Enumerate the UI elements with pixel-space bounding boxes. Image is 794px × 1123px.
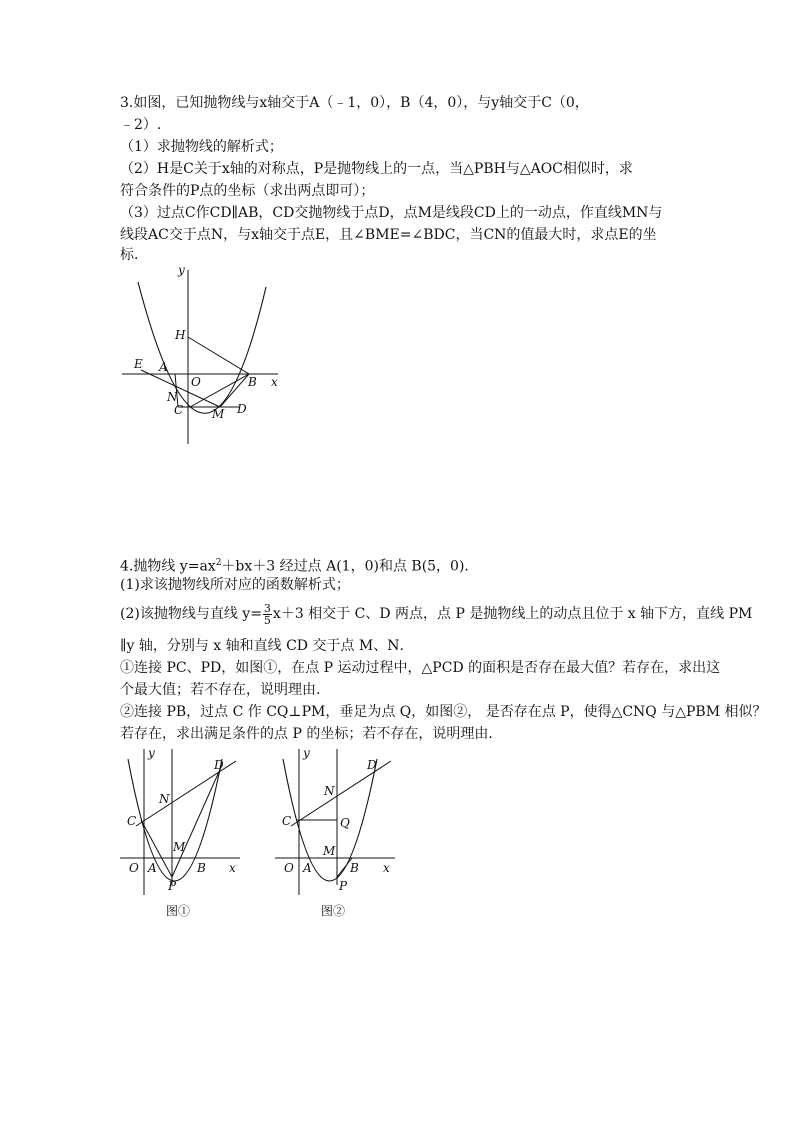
p4-figure-1 [118, 745, 248, 925]
label-b: B [248, 375, 257, 389]
label-h: H [175, 328, 186, 342]
p3-line-5: 符合条件的P点的坐标（求出两点即可）； [120, 183, 375, 199]
fig1-label-y: y [148, 746, 155, 760]
fig2-label-b: B [350, 861, 359, 875]
fraction-numerator: 3 [263, 601, 271, 615]
fig1-label-b: B [197, 861, 206, 875]
p3-line-4: （2）H是C关于x轴的对称点，P是抛物线上的一点，当△PBH与△AOC相似时，求 [120, 161, 633, 177]
p3-line-2: ﹣2）. [120, 117, 162, 133]
fraction-denominator: 5 [263, 613, 271, 627]
p4-line-3-b: x＋3 相交于 C、D 两点，点 P 是抛物线上的动点且位于 x 轴下方，直线 PM [272, 606, 753, 622]
p4-exponent: 2 [215, 558, 222, 568]
fig2-label-d: D [367, 758, 377, 772]
fig1-label-m: M [173, 840, 186, 854]
fig1-caption: 图① [166, 904, 191, 918]
fig1-label-o: O [129, 861, 139, 875]
fraction-3-5 [263, 603, 272, 626]
fig2-label-m: M [323, 844, 336, 858]
p4-line-3 [120, 601, 752, 627]
fig1-label-a: A [148, 861, 157, 875]
fig2-label-q: Q [340, 816, 350, 830]
p3-line-6: （3）过点C作CD∥AB，CD交抛物线于点D，点M是线段CD上的一动点，作直线MN与 [120, 205, 663, 221]
p3-line-8: 标． [120, 247, 148, 263]
label-n: N [167, 390, 178, 404]
line-e-m [141, 370, 220, 407]
fig2-label-o: O [284, 861, 294, 875]
fig2-label-c: C [282, 814, 292, 828]
p4-line-3-a: (2)该抛物线与直线 y= [120, 606, 262, 622]
fig2-label-n: N [324, 784, 335, 798]
p4-line-5: ①连接 PC、PD，如图①，在点 P 运动过程中，△PCD 的面积是否存在最大值？若存在，求出这 [120, 660, 721, 676]
label-d: D [237, 402, 247, 416]
label-x: x [271, 375, 278, 389]
p4-line-4: ∥y 轴，分别与 x 轴和直线 CD 交于点 M、N． [120, 638, 414, 654]
p4-line-7: ②连接 PB，过点 C 作 CQ⊥PM，垂足为点 Q，如图②， 是否存在点 P，使得△CNQ 与△PBM 相似？ [120, 704, 767, 720]
label-o: O [191, 375, 201, 389]
fig1-label-d: D [214, 758, 224, 772]
fig2-label-p: P [339, 879, 348, 893]
fig1-label-c: C [127, 814, 137, 828]
p4-figure-2 [273, 745, 403, 925]
label-y: y [178, 263, 185, 277]
fig2-label-x: x [383, 861, 390, 875]
p4-line-1 [120, 553, 478, 577]
label-c: C [174, 403, 184, 417]
p4-line-6: 个最大值；若不存在，说明理由． [120, 682, 330, 698]
fig2-label-y: y [303, 746, 310, 760]
label-a: A [159, 360, 168, 374]
fig2-caption: 图② [321, 904, 346, 918]
p4-line-1-b: ＋bx＋3 经过点 A(1，0)和点 B(5，0)． [221, 558, 479, 575]
fig1-label-p: P [168, 879, 177, 893]
label-m: M [212, 407, 225, 421]
label-e: E [134, 357, 143, 371]
p4-line-1-a: 4.抛物线 y=ax [120, 558, 216, 575]
fig1-parabola [128, 759, 222, 881]
p4-line-8: 若存在，求出满足条件的点 P 的坐标；若不存在，说明理由． [120, 726, 503, 742]
p3-line-3: （1）求抛物线的解析式； [120, 139, 283, 155]
fig2-label-a: A [303, 861, 312, 875]
p3-figure [118, 262, 288, 447]
fig1-label-x: x [229, 861, 236, 875]
p4-line-2: (1)求该抛物线所对应的函数解析式； [120, 577, 350, 593]
p3-line-1: 3.如图，已知抛物线与x轴交于A（﹣1，0），B（4，0），与y轴交于C（0， [120, 95, 589, 111]
parabola [138, 282, 266, 413]
fig1-label-n: N [159, 792, 170, 806]
p3-line-7: 线段AC交于点N，与x轴交于点E，且∠BME=∠BDC，当CN的值最大时，求点E的坐 [120, 227, 657, 243]
